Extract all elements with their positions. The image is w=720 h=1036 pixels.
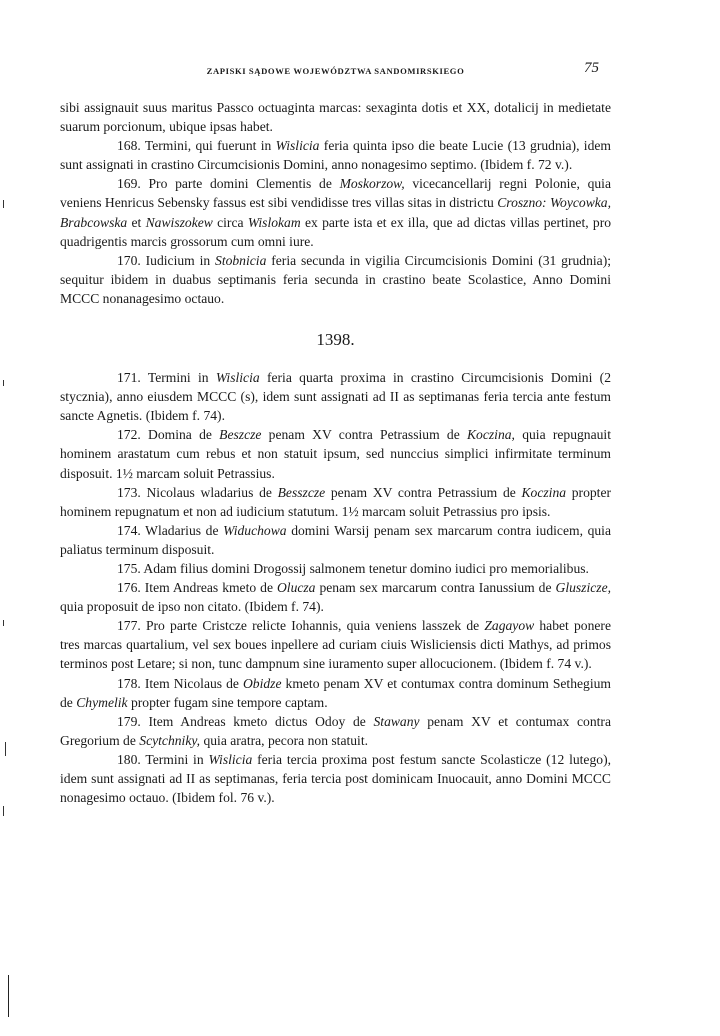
entry-paragraph <box>60 251 611 308</box>
place-name: Glusziczе, <box>555 580 612 596</box>
place-name: Croszno: Woycowka, Brabcowska <box>60 195 611 230</box>
entry-text: 173. Nicolaus wladarius de <box>117 484 278 500</box>
entry-paragraph <box>60 483 611 521</box>
place-name: Stobnicia <box>215 252 267 268</box>
place-name: Nawiszokew <box>145 214 213 230</box>
place-name: Wislicia <box>208 751 253 767</box>
running-head: ZAPISKI SĄDOWE WOJEWÓDZTWA SANDOMIRSKIEGO <box>206 66 465 76</box>
body-text-before <box>60 98 611 308</box>
entry-text: 176. Item Andreas kmeto de <box>117 580 277 596</box>
entry-paragraph <box>60 674 611 712</box>
body-text-after <box>60 368 611 807</box>
entry-text: 174. Wladarius de <box>117 522 224 538</box>
margin-tick <box>3 200 4 208</box>
entry-text: quia aratra, pecora non statuit. <box>200 732 369 748</box>
entry-text: propter hominem repugnatum et non ad iudicium statutum. 1½ marcam soluit Petrassius pro ipsis. <box>60 484 612 519</box>
entry-text: 179. Item Andreas kmeto dictus Odoy de <box>117 713 374 729</box>
entry-paragraph <box>60 750 611 807</box>
place-name: Widuchowa <box>223 522 287 538</box>
entry-text: 168. Termini, qui fuerunt in <box>117 138 276 154</box>
entry-text: penam sex marcarum contra Ianussium de <box>315 580 556 596</box>
entry-paragraph <box>60 559 611 578</box>
entry-text: propter fugam sine tempore captam. <box>127 694 328 710</box>
place-name: Koczina, <box>466 427 515 443</box>
entry-text: quia repugnauit hominem arastatum cum rebus et non statuit ipsum, sed nunccius simplici infirmitate terminum disposuit. 1½ marcam soluit Petrassius. <box>60 427 611 481</box>
entry-paragraph <box>60 425 611 482</box>
entry-text: ex parte ista et ex illa, que ad dictas villas pertinet, pro quadrigentis marcis grossorum cum omni iure. <box>60 214 612 249</box>
place-name: Zagayow <box>484 618 535 634</box>
margin-tick <box>3 380 4 386</box>
entry-paragraph <box>60 174 611 250</box>
entry-paragraph <box>60 368 611 425</box>
entry-text: 171. Termini in <box>117 370 216 386</box>
place-name: Besszcze <box>277 484 326 500</box>
place-name: Obidze <box>242 675 282 691</box>
document-page <box>60 60 611 807</box>
place-name: Scytchniky, <box>139 732 201 748</box>
entry-text: feria quinta ipso die beate Lucie (13 grudnia), idem sunt assignati in crastino Circumcisionis Domini, anno nonagesimo septimo. (Ibidem f. 72 v.). <box>60 138 611 173</box>
page-spine-line <box>8 975 9 1017</box>
entry-text: 177. Pro parte Cristcze relicte Iohannis, quia veniens lasszek de <box>117 618 485 634</box>
entry-text: domini Warsij penam sex marcarum contra iudicem, quia paliatus terminum disposuit. <box>60 522 611 557</box>
entry-text: et <box>127 214 146 230</box>
entry-text: 169. Pro parte domini Clementis de <box>117 176 340 192</box>
place-name: Wislicia <box>215 370 260 386</box>
entry-paragraph <box>60 578 611 616</box>
entry-text: 175. Adam filius domini Drogossij salmonem tenetur domino iudici pro memorialibus. <box>117 560 589 576</box>
place-name: Koczina <box>521 484 567 500</box>
place-name: Beszcze <box>219 427 262 443</box>
entry-text: quia proposuit de ipso non citato. (Ibidem f. 74). <box>60 599 324 615</box>
entry-text: circa <box>212 214 248 230</box>
entry-paragraph <box>60 136 611 174</box>
place-name: Wislicia <box>275 138 320 154</box>
page-header <box>60 60 611 84</box>
entry-text: feria secunda in vigilia Circumcisionis Domini (31 grudnia); sequitur ibidem in duabus septimanis feria secunda in crastino beate Scolastice, Anno Domini MCCC nonanagesimo octauo. <box>60 252 611 306</box>
entry-text: penam XV contra Petrassium de <box>261 427 467 443</box>
page-number: 75 <box>584 60 599 76</box>
entry-paragraph <box>60 616 611 673</box>
left-margin-marks <box>0 0 8 1036</box>
entry-text: 180. Termini in <box>117 751 209 767</box>
entry-text: feria tercia proxima post festum sancte Scolasticze (12 lutego), idem sunt assignati ad II as septimanas, feria tercia post dominicam Inuocauit, anno Domini MCCC nonagesimo octauo. (Ibidem fol. 76 v.). <box>60 751 611 806</box>
entry-text: 170. Iudicium in <box>117 252 216 268</box>
entry-text: 172. Domina de <box>117 427 220 443</box>
margin-tick <box>3 806 4 816</box>
place-name: Olucza <box>276 580 316 596</box>
margin-tick <box>5 742 6 756</box>
place-name: Wislokam <box>247 214 301 230</box>
place-name: Chymelik <box>76 694 128 710</box>
place-name: Stawany <box>373 713 420 729</box>
entry-text: habet ponere tres marcas quartalium, vel sex boues inpellere ad curiam ciuis Wisliciensis dicti Mathys, ad primos terminos post Letare; si non, tunc dampnum sine iuramento super allocucionem. (Ibidem f. 74 v.). <box>60 618 611 672</box>
entry-text: feria quarta proxima in crastino Circumcisionis Domini (2 stycznia), anno eiusdem MCCC (s), idem sunt assignati ad II as septimanas feria tercia ante festum sancte Agnetis. (Ibidem f. 74). <box>60 370 611 424</box>
entry-text: vicecancellarij regni Polonie, quia veniens Henricus Sebensky fassus est sibi vendidisse tres villas sitas in districtu <box>60 176 611 211</box>
entry-paragraph <box>60 521 611 559</box>
margin-tick <box>3 620 4 626</box>
entry-paragraph <box>60 712 611 750</box>
year-heading: 1398. <box>316 330 355 350</box>
place-name: Moskorzow, <box>339 176 405 192</box>
entry-text: penam XV contra Petrassium de <box>325 484 522 500</box>
entry-text: kmeto penam XV et contumax contra dominum Sethegium de <box>60 675 611 710</box>
entry-text: penam XV et contumax contra Gregorium de <box>60 713 611 748</box>
entry-text: 178. Item Nicolaus de <box>117 675 243 691</box>
entry-paragraph: sibi assignauit suus maritus Passco octuaginta marcas: sexaginta dotis et XX, dotalicij in medietate suarum porcionum, ubique ipsas habet. <box>60 100 611 135</box>
